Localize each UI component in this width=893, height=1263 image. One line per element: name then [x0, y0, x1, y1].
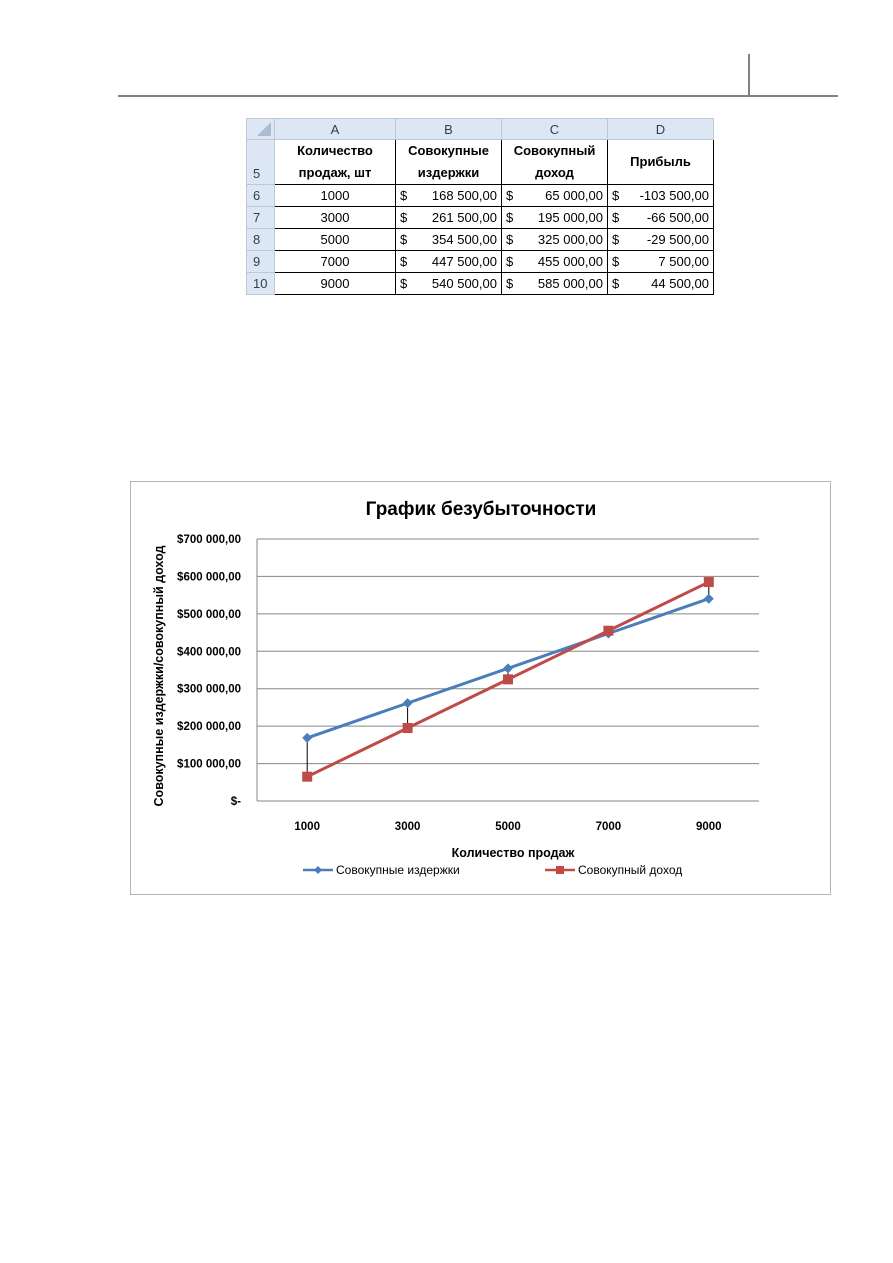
column-header-b[interactable]: B [396, 119, 502, 140]
cell-cost[interactable] [396, 273, 502, 295]
table-row [247, 273, 714, 295]
cell-cost[interactable] [396, 207, 502, 229]
header-rule [118, 95, 838, 97]
currency-symbol: $ [400, 254, 408, 269]
cell-cost[interactable] [396, 229, 502, 251]
cell-value: 261 500,00 [431, 210, 497, 225]
currency-symbol: $ [612, 232, 620, 247]
header-quantity-line1: Количество [297, 143, 373, 158]
cell-value: -29 500,00 [646, 232, 709, 247]
x-tick-label: 7000 [595, 821, 622, 833]
table-body [247, 185, 714, 295]
currency-symbol: $ [506, 210, 514, 225]
table-row [247, 185, 714, 207]
cell-revenue[interactable] [502, 207, 608, 229]
row-number[interactable]: 9 [247, 251, 275, 273]
header-total-revenue-line1: Совокупный [513, 143, 596, 158]
y-tick-label: $400 000,00 [177, 646, 241, 659]
row-number[interactable]: 8 [247, 229, 275, 251]
table-row [247, 251, 714, 273]
select-all-triangle-icon [257, 122, 271, 136]
currency-symbol: $ [506, 188, 514, 203]
cell-cost[interactable] [396, 251, 502, 273]
cell-value: -66 500,00 [646, 210, 709, 225]
cell-value: 540 500,00 [431, 276, 497, 291]
cell-profit[interactable] [608, 251, 714, 273]
table-row [247, 229, 714, 251]
y-tick-label: $200 000,00 [177, 721, 241, 734]
cell-revenue[interactable] [502, 185, 608, 207]
cell-profit[interactable] [608, 273, 714, 295]
x-tick-label: 1000 [294, 821, 320, 833]
data-point-square [503, 674, 513, 684]
y-tick-label: $500 000,00 [177, 608, 241, 621]
cell-value: 168 500,00 [431, 188, 497, 203]
cell-value: 447 500,00 [431, 254, 497, 269]
legend-label: Совокупные издержки [336, 863, 460, 877]
currency-symbol: $ [612, 254, 620, 269]
legend-label: Совокупный доход [578, 863, 683, 877]
y-tick-label: $100 000,00 [177, 758, 241, 771]
currency-symbol: $ [400, 232, 408, 247]
cell-value: 65 000,00 [545, 188, 603, 203]
header-quantity-line2: продаж, шт [298, 165, 372, 180]
x-tick-label: 9000 [696, 821, 722, 833]
currency-symbol: $ [400, 276, 408, 291]
chart-area[interactable] [130, 481, 831, 895]
cell-profit[interactable] [608, 229, 714, 251]
currency-symbol: $ [612, 276, 620, 291]
y-tick-label: $600 000,00 [177, 571, 241, 584]
cell-profit[interactable] [608, 207, 714, 229]
cell-cost[interactable] [396, 185, 502, 207]
data-point-diamond [403, 698, 413, 708]
row-number[interactable]: 6 [247, 185, 275, 207]
x-axis-title: Количество продаж [451, 846, 575, 860]
column-header-c[interactable]: C [502, 119, 608, 140]
data-point-square [403, 723, 413, 733]
cell-value: 325 000,00 [537, 232, 603, 247]
cell-value: 44 500,00 [651, 276, 709, 291]
cell-revenue[interactable] [502, 273, 608, 295]
cell-quantity[interactable]: 5000 [275, 229, 396, 251]
header-divider-tick [748, 54, 750, 96]
cell-value: 354 500,00 [431, 232, 497, 247]
table-header-row [247, 140, 714, 185]
y-tick-label: $700 000,00 [177, 534, 241, 546]
cell-quantity[interactable]: 3000 [275, 207, 396, 229]
column-header-d[interactable]: D [608, 119, 714, 140]
currency-symbol: $ [612, 188, 620, 203]
cell-quantity[interactable]: 7000 [275, 251, 396, 273]
cell-value: 195 000,00 [537, 210, 603, 225]
currency-symbol: $ [506, 232, 514, 247]
column-header-a[interactable]: A [275, 119, 396, 140]
data-point-diamond [503, 663, 513, 673]
cell-value: 455 000,00 [537, 254, 603, 269]
currency-symbol: $ [400, 188, 408, 203]
data-point-square [704, 577, 714, 587]
x-tick-label: 5000 [495, 821, 521, 833]
y-tick-label: $- [230, 796, 241, 808]
cell-profit[interactable] [608, 185, 714, 207]
header-quantity[interactable] [275, 140, 396, 185]
cell-value: 7 500,00 [658, 254, 709, 269]
row-number[interactable]: 5 [247, 140, 275, 185]
column-header-row [247, 119, 714, 140]
header-total-cost-line1: Совокупные [408, 143, 489, 158]
currency-symbol: $ [400, 210, 408, 225]
data-point-square [603, 626, 613, 636]
currency-symbol: $ [506, 254, 514, 269]
spreadsheet-table [246, 118, 714, 295]
currency-symbol: $ [506, 276, 514, 291]
cell-quantity[interactable]: 1000 [275, 185, 396, 207]
cell-quantity[interactable]: 9000 [275, 273, 396, 295]
header-total-revenue-line2: доход [535, 165, 574, 180]
cell-revenue[interactable] [502, 251, 608, 273]
table-row [247, 207, 714, 229]
header-profit[interactable]: Прибыль [608, 140, 714, 185]
break-even-chart [131, 482, 832, 896]
data-point-square [302, 772, 312, 782]
currency-symbol: $ [612, 210, 620, 225]
y-axis-title: Совокупные издержки/совокупный доход [152, 545, 166, 807]
legend-marker-diamond [314, 866, 322, 874]
data-point-diamond [704, 594, 714, 604]
header-total-revenue[interactable] [502, 140, 608, 185]
row-number[interactable]: 7 [247, 207, 275, 229]
legend-marker-square [556, 866, 564, 874]
cell-revenue[interactable] [502, 229, 608, 251]
header-total-cost[interactable] [396, 140, 502, 185]
data-point-diamond [302, 733, 312, 743]
chart-title: График безубыточности [365, 499, 597, 520]
header-total-cost-line2: издержки [417, 165, 480, 180]
select-all-corner[interactable] [247, 119, 275, 140]
cell-value: 585 000,00 [537, 276, 603, 291]
row-number[interactable]: 10 [247, 273, 275, 295]
x-tick-label: 3000 [394, 821, 421, 833]
cell-value: -103 500,00 [639, 188, 709, 203]
y-tick-label: $300 000,00 [177, 683, 241, 696]
